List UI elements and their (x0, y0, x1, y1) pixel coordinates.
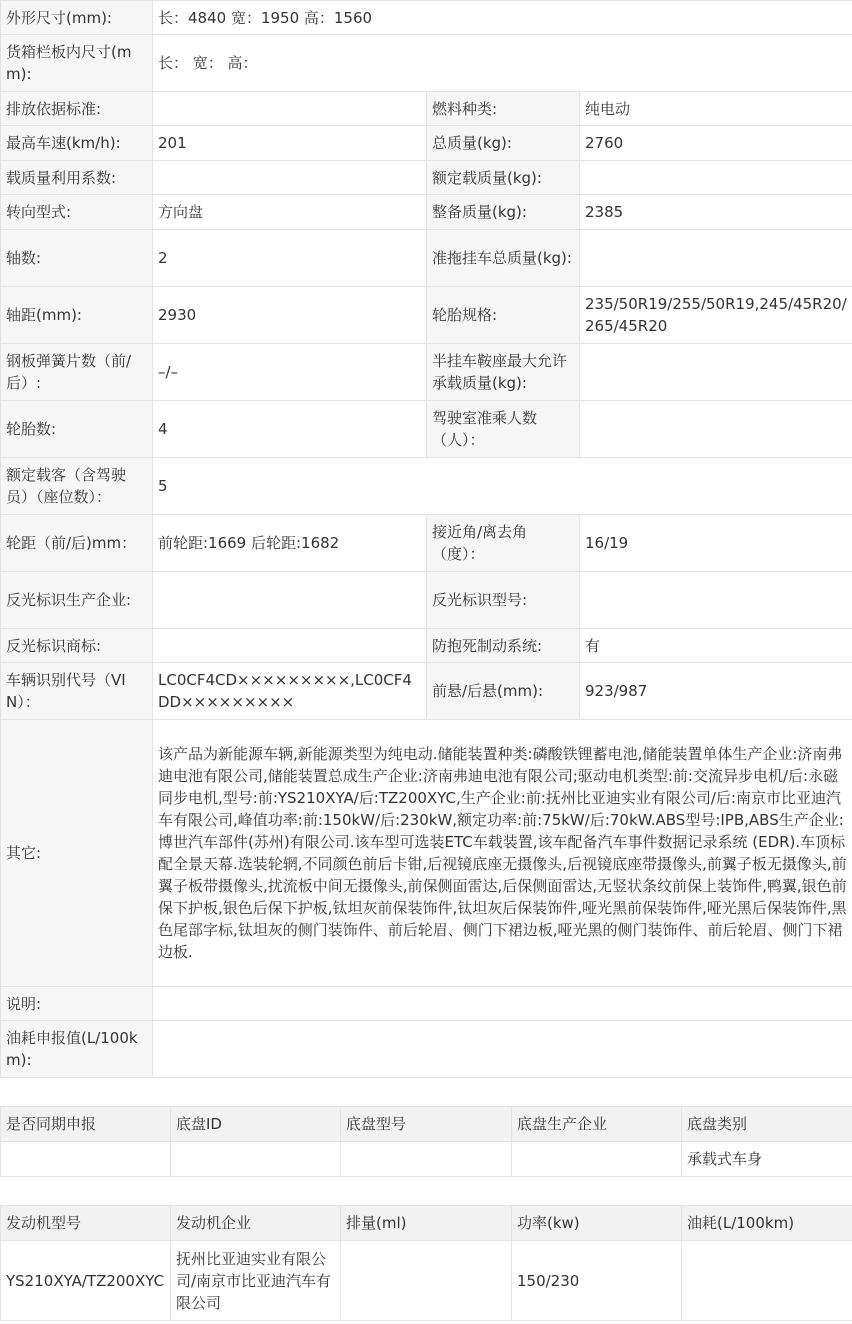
reflect-model-value (580, 572, 852, 629)
cab-label: 驾驶室准乘人数（人）： (427, 401, 580, 458)
section-gap (0, 1078, 852, 1106)
section-gap (0, 1177, 852, 1205)
chassis-header-id: 底盘ID (171, 1107, 341, 1142)
saddle-label: 半挂车鞍座最大允许承载质量(kg): (427, 344, 580, 401)
abs-label: 防抱死制动系统: (427, 629, 580, 663)
steering-label: 转向型式: (1, 195, 153, 230)
engine-header-maker: 发动机企业 (171, 1206, 341, 1241)
emission-label: 排放依据标准: (1, 92, 153, 126)
spring-label: 钢板弹簧片数（前/后）: (1, 344, 153, 401)
engine-header-consumption: 油耗(L/100km) (682, 1206, 852, 1241)
axles-value: 2 (153, 230, 427, 287)
steering-value: 方向盘 (153, 195, 427, 230)
vin-label: 车辆识别代号（VIN）： (1, 663, 153, 720)
trailer-label: 准拖挂车总质量(kg): (427, 230, 580, 287)
speed-value: 201 (153, 126, 427, 161)
engine-header-model: 发动机型号 (1, 1206, 171, 1241)
speed-label: 最高车速(km/h): (1, 126, 153, 161)
engine-cell-model: YS210XYA/TZ200XYC (1, 1241, 171, 1321)
engine-table (0, 1205, 852, 1321)
overhang-label: 前悬/后悬(mm): (427, 663, 580, 720)
engine-cell-consumption (682, 1241, 852, 1321)
tires-value: 4 (153, 401, 427, 458)
load-coef-value (153, 161, 427, 195)
chassis-header-type: 底盘类别 (682, 1107, 852, 1142)
angle-label: 接近角/离去角（度）： (427, 515, 580, 572)
chassis-cell-sync (1, 1142, 171, 1177)
engine-cell-power: 150/230 (512, 1241, 682, 1321)
rated-load-value (580, 161, 852, 195)
track-label: 轮距（前/后)mm： (1, 515, 153, 572)
fuel-label: 燃料种类: (427, 92, 580, 126)
note-value (153, 987, 852, 1021)
wheelbase-value: 2930 (153, 287, 427, 344)
tire-spec-value: 235/50R19/255/50R19,245/45R20/265/45R20 (580, 287, 852, 344)
saddle-value (580, 344, 852, 401)
chassis-header-model: 底盘型号 (341, 1107, 512, 1142)
engine-header-power: 功率(kw) (512, 1206, 682, 1241)
trailer-value (580, 230, 852, 287)
chassis-cell-maker (512, 1142, 682, 1177)
chassis-header-maker: 底盘生产企业 (512, 1107, 682, 1142)
reflect-brand-label: 反光标识商标: (1, 629, 153, 663)
fuel-decl-value (153, 1021, 852, 1078)
other-value: 该产品为新能源车辆,新能源类型为纯电动.储能装置种类:磷酸铁锂蓄电池,储能装置单体生产企业:济南弗迪电池有限公司,储能装置总成生产企业:济南弗迪电池有限公司;驱动电机类型:前:交流异步电机/后:永磁同步电机,型号:前:YS210XYA/后:TZ200XYC,生产企业:前:抚州比亚迪实业有限公司/后:南京市比亚迪汽车有限公司,峰值功率:前:150kW/后:230kW,额定功率:前:75kW/后:70kW.ABS型号:IPB,ABS生产企业:博世汽车部件(苏州)有限公司.该车型可选装ETC车载装置,该车配备汽车事件数据记录系统 (EDR).车顶标配全景天幕.选装轮辋,不同颜色前后卡钳,后视镜底座无摄像头,后视镜底座带摄像头,前翼子板无摄像头,前翼子板带摄像头,扰流板中间无摄像头,前保侧面雷达,后保侧面雷达,无竖状条纹前保上装饰件,鸭翼,银色前保下护板,银色后保下护板,钛坦灰前保装饰件,钛坦灰后保装饰件,哑光黑前保装饰件,哑光黑后保装饰件,黑色尾部字标,钛坦灰的侧门装饰件、前后轮眉、侧门下裙边板,哑光黑的侧门装饰件、前后轮眉、侧门下裙边板. (153, 720, 852, 987)
engine-header-displacement: 排量(ml) (341, 1206, 512, 1241)
curb-mass-label: 整备质量(kg): (427, 195, 580, 230)
reflect-model-label: 反光标识型号: (427, 572, 580, 629)
other-label: 其它: (1, 720, 153, 987)
fuel-decl-label: 油耗申报值(L/100km): (1, 1021, 153, 1078)
engine-cell-maker: 抚州比亚迪实业有限公司/南京市比亚迪汽车有限公司 (171, 1241, 341, 1321)
emission-value (153, 92, 427, 126)
seats-value: 5 (153, 458, 852, 515)
seats-label: 额定载客（含驾驶员）（座位数）： (1, 458, 153, 515)
chassis-cell-id (171, 1142, 341, 1177)
dims-value: 长：4840 宽：1950 高：1560 (153, 1, 852, 35)
engine-cell-displacement (341, 1241, 512, 1321)
total-mass-label: 总质量(kg): (427, 126, 580, 161)
track-value: 前轮距:1669 后轮距:1682 (153, 515, 427, 572)
curb-mass-value: 2385 (580, 195, 852, 230)
cargo-label: 货箱栏板内尺寸(mm): (1, 35, 153, 92)
overhang-value: 923/987 (580, 663, 852, 720)
tire-spec-label: 轮胎规格: (427, 287, 580, 344)
axles-label: 轴数: (1, 230, 153, 287)
reflect-maker-label: 反光标识生产企业: (1, 572, 153, 629)
chassis-cell-type: 承载式车身 (682, 1142, 852, 1177)
fuel-value: 纯电动 (580, 92, 852, 126)
cab-value (580, 401, 852, 458)
cargo-value: 长： 宽： 高： (153, 35, 852, 92)
tires-label: 轮胎数: (1, 401, 153, 458)
rated-load-label: 额定载质量(kg): (427, 161, 580, 195)
note-label: 说明: (1, 987, 153, 1021)
vin-value: LC0CF4CD×××××××××,LC0CF4DD××××××××× (153, 663, 427, 720)
abs-value: 有 (580, 629, 852, 663)
spring-value: –/– (153, 344, 427, 401)
chassis-header-sync: 是否同期申报 (1, 1107, 171, 1142)
chassis-cell-model (341, 1142, 512, 1177)
total-mass-value: 2760 (580, 126, 852, 161)
load-coef-label: 载质量利用系数: (1, 161, 153, 195)
wheelbase-label: 轴距(mm): (1, 287, 153, 344)
angle-value: 16/19 (580, 515, 852, 572)
dims-label: 外形尺寸(mm): (1, 1, 153, 35)
chassis-table (0, 1106, 852, 1177)
reflect-maker-value (153, 572, 427, 629)
reflect-brand-value (153, 629, 427, 663)
